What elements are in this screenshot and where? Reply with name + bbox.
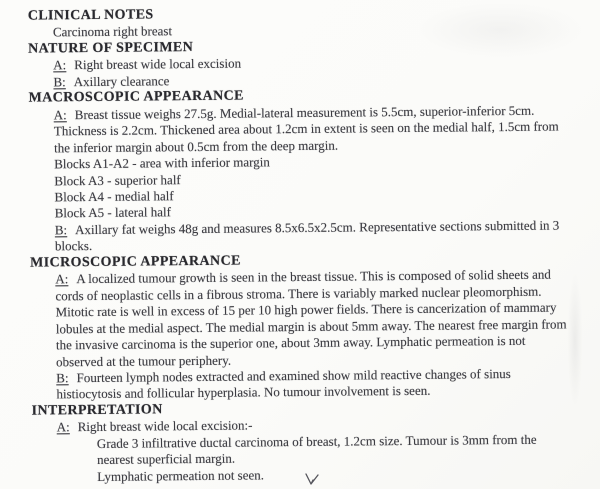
section-heading-interpretation: INTERPRETATION bbox=[31, 402, 163, 419]
block-list-item: Block A5 - lateral half bbox=[54, 204, 171, 221]
interpretation-detail-line: Lymphatic permeation not seen. bbox=[97, 467, 265, 484]
interpretation-a-text: Right breast wide local excision:- bbox=[77, 417, 253, 435]
section-heading-microscopic: MICROSCOPIC APPEARANCE bbox=[30, 253, 241, 271]
microscopic-item-b bbox=[56, 365, 571, 403]
block-list-item: Block A3 - superior half bbox=[54, 171, 181, 188]
clinical-notes-text: Carcinoma right breast bbox=[52, 23, 173, 40]
macroscopic-b-text: Axillary fat weighs 48g and measures 8.5x6.5x2.5cm. Representative sections submitted in 3 blocks. bbox=[54, 217, 560, 254]
specimen-b-label: B: bbox=[53, 74, 66, 90]
macroscopic-item-a bbox=[54, 102, 569, 156]
specimen-a-text: Right breast wide local excision bbox=[74, 55, 242, 73]
microscopic-item-a bbox=[55, 267, 571, 371]
macroscopic-item-b bbox=[55, 217, 570, 255]
block-list-item: Block A4 - medial half bbox=[54, 188, 174, 205]
block-list-item: Blocks A1-A2 - area with inferior margin bbox=[54, 154, 270, 172]
microscopic-b-text: Fourteen lymph nodes extracted and examined show mild reactive changes of sinus histiocytosis and follicular hyperplasia. No tumour involvement is seen. bbox=[56, 365, 511, 402]
microscopic-a-label: A: bbox=[55, 271, 69, 287]
section-heading-clinical-notes: CLINICAL NOTES bbox=[27, 7, 154, 24]
interpretation-detail: Grade 3 infiltrative ductal carcinoma of breast, 1.2cm size. Tumour is 3mm from the nearest superficial margin. bbox=[96, 431, 537, 468]
macroscopic-b-label: B: bbox=[54, 222, 68, 238]
specimen-a-label: A: bbox=[53, 57, 67, 73]
microscopic-a-text: A localized tumour growth is seen in the breast tissue. This is composed of solid sheets and cords of neoplastic cells in a fibrous stroma. There is variably marked nuclear pleomorphism. Mitotic rate is well in excess of 15 per 10 high power fields. There is cancerization of mammary lobules at the medial aspect. The medial margin is about 5mm away. The nearest free margin from the invasive carcinoma is the superior one, about 3mm away. Lymphatic permeation is not observed at the tumour periphery. bbox=[55, 266, 567, 369]
interpretation-a-label: A: bbox=[56, 419, 70, 435]
macroscopic-a-label: A: bbox=[53, 106, 67, 123]
microscopic-b-label: B: bbox=[56, 370, 69, 386]
handwritten-tick-mark bbox=[303, 471, 321, 486]
macroscopic-a-text: Breast tissue weighs 27.5g. Medial-lateral measurement is 5.5cm, superior-inferior 5cm. Thickness is 2.2cm. Thickened area about 1.2cm in extent is seen on the medial half, 1.5cm from the inferior margin about 0.5cm from the deep margin. bbox=[53, 102, 559, 155]
report-content bbox=[0, 3, 600, 486]
section-heading-macroscopic: MACROSCOPIC APPEARANCE bbox=[28, 88, 244, 106]
section-heading-nature-of-specimen: NATURE OF SPECIMEN bbox=[28, 39, 194, 57]
specimen-b-text: Axillary clearance bbox=[73, 73, 170, 89]
